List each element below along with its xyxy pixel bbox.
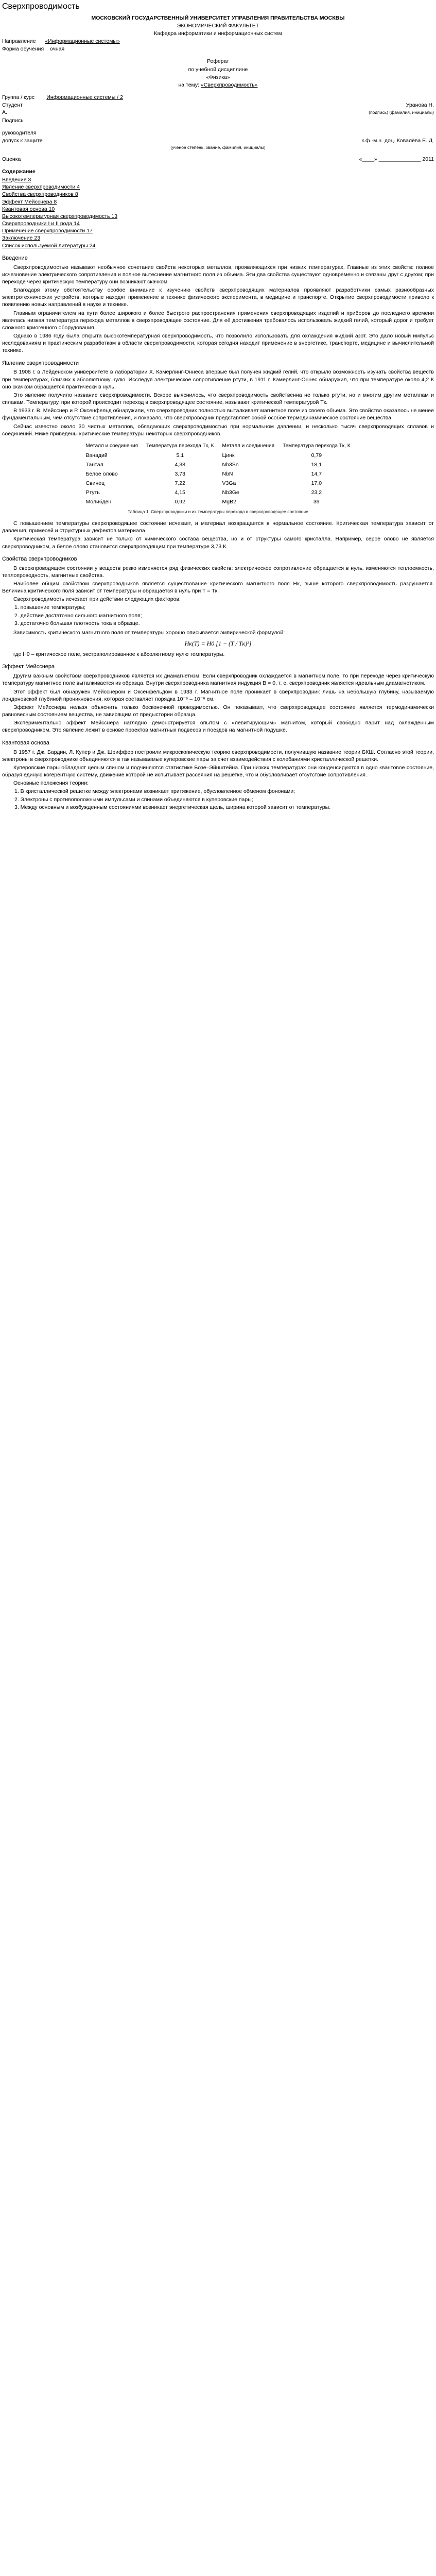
quote-close: » xyxy=(374,156,377,162)
toc-item[interactable]: Явление сверхпроводимости 4 xyxy=(2,184,80,191)
list-item: 1. повышение температуры; xyxy=(14,604,86,611)
toc-item[interactable]: Свойства сверхпроводников 8 xyxy=(2,191,78,198)
year: 2011 xyxy=(422,156,434,162)
list-item: 3. Между основным и возбужденным состояниями возникает энергетическая щель, ширина которой зависит от температуры. xyxy=(14,804,331,810)
supervisor-name: к.ф.-м.н. доц. Ковалёва Е. Д. xyxy=(361,138,434,144)
list-item: 3. достаточно большая плотность тока в образце. xyxy=(14,620,140,626)
paragraph: Эффект Мейсснера нельзя объяснить только бесконечной проводимостью. Он показывает, что сверхпроводящее состояние является термодинамически равновесным состоянием вещества, не зависящим от предыстории образца. xyxy=(2,704,434,718)
table-row xyxy=(81,469,354,479)
table-cell: 17,0 xyxy=(311,480,322,487)
table-cell: Nb3Ge xyxy=(222,489,239,496)
paragraph: В 1933 г. В. Мейсснер и Р. Оксенфельд обнаружили, что сверхпроводник полностью выталкивает магнитное поле из своего объема. Это свойство оказалось не менее фундаментальным, чем отсутствие сопротивления, и показало, что сверхпроводник представляет собой особое термодинамическое состояние вещества. xyxy=(2,408,434,421)
toc-item[interactable]: Применение сверхпроводимости 17 xyxy=(2,228,93,234)
direction-label: Направление xyxy=(2,38,36,45)
toc-item[interactable]: Высокотемпературная сверхпроводимость 13 xyxy=(2,213,118,219)
student-initial: А. xyxy=(2,109,7,116)
direction-value: «Информационные системы» xyxy=(45,38,120,45)
paragraph: Куперовские пары обладают целым спином и подчиняются статистике Бозе–Эйнштейна. При низких температурах они конденсируются в одно квантовое состояние, образуя единую когерентную систему, движение которой не испытывает рассеяния на решетке, что и обусловливает отсутствие сопротивления. xyxy=(2,764,434,778)
table-header-cell: Металл и соединения xyxy=(222,443,275,449)
table-cell: V3Ga xyxy=(222,480,236,487)
paragraph: Этот эффект был обнаружен Мейсснером и Оксенфельдом в 1933 г. Магнитное поле проникает в сверхпроводник лишь на небольшую глубину, называемую лондоновской глубиной проникновения, которая составляет порядка 10⁻⁵ – 10⁻⁶ см. xyxy=(2,688,434,702)
table-caption: Таблица 1. Сверхпроводники и их температуры перехода в сверхпроводящее состояние xyxy=(128,509,308,514)
toc-item[interactable]: Заключение 23 xyxy=(2,235,41,242)
supervisor-label: руководителя xyxy=(2,129,37,136)
table-header-cell: Температура перехода Tк, К xyxy=(146,443,214,449)
paragraph: Сейчас известно около 30 чистых металлов, обладающих сверхпроводимостью при нормальном давлении, и несколько тысяч сверхпроводящих сплавов и соединений. Ниже приведены критические температуры некоторых сверхпроводников. xyxy=(2,423,434,437)
paragraph: Зависимость критического магнитного поля от температуры хорошо описывается эмпирической формулой: xyxy=(13,629,285,636)
document-heading: Сверхпроводимость xyxy=(2,2,80,11)
section-title: Квантовая основа xyxy=(2,739,49,746)
group-label: Группа / курс xyxy=(2,94,34,101)
faculty-name: ЭКОНОМИЧЕСКИЙ ФАКУЛЬТЕТ xyxy=(177,22,259,29)
table-cell: 5,1 xyxy=(176,452,184,459)
paragraph: где H0 – критическое поле, экстраполированное к абсолютному нулю температуры. xyxy=(13,651,225,658)
section-title: Введение xyxy=(2,255,28,261)
critical-temperature-table xyxy=(81,442,354,507)
toc-item[interactable]: Сверхпроводники I и II рода 14 xyxy=(2,221,80,227)
table-cell: NbN xyxy=(222,470,233,477)
table-row xyxy=(81,479,354,488)
paragraph: С повышением температуры сверхпроводящее состояние исчезает, и материал возвращается в нормальное состояние. Критическая температура зависит от давления, примесей и структурных дефектов материала. xyxy=(2,520,434,534)
topic-prefix: на тему: xyxy=(178,81,200,88)
doc-sub: по учебной дисциплине xyxy=(188,66,248,73)
paragraph: Наиболее общим свойством сверхпроводников является существование критического магнитного поля Hк, выше которого сверхпроводимость разрушается. Величина критического поля зависит от температуры и обращается в нуль при T = Tк. xyxy=(2,580,434,595)
toc-item[interactable]: Введение 3 xyxy=(2,176,31,183)
student-row-2 xyxy=(2,109,434,116)
table-cell: MgB2 xyxy=(222,499,236,505)
paragraph: Сверхпроводимостью называют необычное сочетание свойств некоторых металлов, проявляющихся при низких температурах. Главные из этих свойств: полное исчезновение электрического сопротивления и полное вытеснение магнитного поля из объема. Эти два свойства существуют одновременно и связаны друг с другом; при переходе через критическую температуру они возникают скачком. xyxy=(2,264,434,285)
form-value: очная xyxy=(49,46,65,53)
topic-row xyxy=(2,81,434,89)
table-cell: Белое олово xyxy=(85,470,118,477)
table-header-row xyxy=(81,442,354,451)
student-name: Уранова Н. xyxy=(406,102,434,109)
doc-type: Реферат xyxy=(206,58,230,65)
table-row xyxy=(81,488,354,497)
table-row xyxy=(81,451,354,460)
list-intro: Основные положения теории: xyxy=(13,780,89,787)
section-title: Эффект Мейсснера xyxy=(2,664,55,670)
table-cell: Цинк xyxy=(222,452,235,459)
table-cell: Ртуть xyxy=(85,489,100,496)
table-cell: 39 xyxy=(313,499,320,505)
section-title: Явление сверхпроводимости xyxy=(2,360,79,366)
paragraph: Однако в 1986 году была открыта высокотемпературная сверхпроводимость, что позволило использовать для охлаждения жидкий азот. Это дало новый импульс исследованиям и практическим разработкам в области сверхпроводимости, которая сегодня находит применение в энергетике, транспорте, медицине и вычислительной технике. xyxy=(2,333,434,354)
list-intro: Сверхпроводимость исчезает при действии следующих факторов: xyxy=(13,596,181,603)
list-item: 2. действие достаточно сильного магнитного поля; xyxy=(14,612,142,619)
defense-label: допуск к защите xyxy=(2,138,43,144)
paragraph: Другим важным свойством сверхпроводников является их диамагнетизм. Если сверхпроводник охлаждается в магнитном поле, то при переходе через критическую температуру магнитное поле выталкивается из образца. Внутри сверхпроводника магнитная индукция B = 0, т. е. сверхпроводник является идеальным диамагнетиком. xyxy=(2,673,434,687)
supervisor-row xyxy=(2,137,434,144)
factor-list xyxy=(2,604,434,627)
table-header-cell: Металл и соединения xyxy=(85,443,138,449)
department-name: Кафедра информатики и информационных систем xyxy=(154,30,282,37)
list-item: 2. Электроны с противоположными импульсами и спинами объединяются в куперовские пары; xyxy=(14,796,253,803)
table-cell: 4,15 xyxy=(175,489,185,496)
table-cell: 18,1 xyxy=(311,461,322,468)
paragraph: В 1908 г. в Лейденском университете в лаборатории Х. Камерлинг-Оннеса впервые был получен жидкий гелий, что открыло возможность изучать свойства веществ при температурах, близких к абсолютному нулю. Исследуя электрическое сопротивление ртути, в 1911 г. Камерлинг-Оннес обнаружил, что при температуре около 4,2 К оно скачком обращается практически в нуль. xyxy=(2,369,434,390)
sign-label: Подпись xyxy=(2,117,24,124)
paragraph: Экспериментально эффект Мейсснера наглядно демонстрируется опытом с «левитирующим» магнитом, который свободно парит над охлажденным сверхпроводником. Это явление лежит в основе проектов магнитных подвесов и поездов на магнитной подушке. xyxy=(2,720,434,734)
discipline: «Физика» xyxy=(206,74,230,80)
toc-item[interactable]: Эффект Мейсснера 8 xyxy=(2,198,57,205)
paragraph: Это явление получило название сверхпроводимости. Вскоре выяснилось, что сверхпроводимость свойственна не только ртути, но и многим другим металлам и сплавам. Температуру, при которой происходит переход в сверхпроводящее состояние, называют критической температурой Tк. xyxy=(2,392,434,406)
toc-item[interactable]: Список используемой литературы 24 xyxy=(2,242,96,249)
table-of-contents xyxy=(2,168,434,249)
group-value: Информационные системы / 2 xyxy=(46,94,123,101)
table-cell: Ванадий xyxy=(85,452,108,459)
table-cell: 0,92 xyxy=(175,499,185,505)
form-label: Форма обучения xyxy=(2,46,44,53)
table-header-cell: Температура перехода Tк, К xyxy=(283,443,351,449)
toc-title: Содержание xyxy=(2,168,36,175)
table-row xyxy=(81,497,354,506)
quote-open: « xyxy=(359,156,362,162)
toc-item[interactable]: Квантовая основа 10 xyxy=(2,206,55,212)
grade-label: Оценка xyxy=(2,156,21,162)
table-cell: 14,7 xyxy=(311,470,322,477)
table-cell: 0,79 xyxy=(311,452,322,459)
table-cell: Свинец xyxy=(85,480,105,487)
topic-value: «Сверхпроводимость» xyxy=(200,81,258,88)
list-item: 1. В кристаллической решетке между электронами возникает притяжение, обусловленное обменом фононами; xyxy=(14,788,295,795)
table-cell: Nb3Sn xyxy=(222,461,239,468)
section-title: Свойства сверхпроводников xyxy=(2,555,77,562)
table-row xyxy=(81,460,354,469)
paragraph: В 1957 г. Дж. Бардин, Л. Купер и Дж. Шриффер построили микроскопическую теорию сверхпроводимости, получившую название теории БКШ. Согласно этой теории, электроны в сверхпроводнике объединяются в так называемые куперовские пары за счет взаимодействия с колебаниями кристаллической решетки. xyxy=(2,749,434,762)
table-cell: 4,38 xyxy=(175,461,185,468)
paragraph: Благодаря этому обстоятельству особое внимание к изучению свойств сверхпроводящих материалов проявляют разработчики самых разнообразных электротехнических устройств, которые находят применение в технике физического эксперимента, в медицине и транспорте. Открытие сверхпроводимости привело к появлению новых направлений в науке и технике. xyxy=(2,287,434,308)
paragraph: Критическая температура зависит не только от химического состава вещества, но и от структуры самого кристалла. Например, серое олово не является сверхпроводником, а белое олово становится сверхпроводящим при температуре 3,73 К. xyxy=(2,536,434,550)
document-page xyxy=(0,1,436,811)
student-row xyxy=(2,101,434,109)
table-cell: 7,22 xyxy=(175,480,185,487)
grade-row xyxy=(2,156,434,163)
paragraph: В сверхпроводящем состоянии у веществ резко изменяется ряд физических свойств: электрическое сопротивление обращается в нуль, изменяются теплоемкость, теплопроводность, магнитные свойства. xyxy=(2,565,434,579)
table-cell: Молибден xyxy=(85,499,112,505)
paragraph: Главным ограничителем на пути более широкого и более быстрого распространения применения сверхпроводящих изделий и приборов до последнего времени являлась низкая температура перехода металлов в сверхпроводящее состояние. Для её достижения требовалось использовать жидкий гелий, который дорог и требует сложного криогенного оборудования. xyxy=(2,310,434,331)
table-cell: Тантал xyxy=(85,461,103,468)
critical-field-formula: Hк(T) = H0 [1 − (T / Tк)²] xyxy=(184,640,252,648)
student-label: Студент xyxy=(2,102,23,109)
group-row xyxy=(2,94,434,101)
table-cell: 3,73 xyxy=(175,470,185,477)
date-row: «____» ______________ 2011 xyxy=(359,156,434,162)
student-hint: (подпись) (фамилия, инициалы) xyxy=(369,110,434,115)
form-row xyxy=(2,45,434,53)
title-page xyxy=(2,14,434,163)
theory-list xyxy=(2,788,434,811)
table-cell: 23,2 xyxy=(311,489,322,496)
direction-row xyxy=(2,38,434,45)
university-name: МОСКОВСКИЙ ГОСУДАРСТВЕННЫЙ УНИВЕРСИТЕТ УПРАВЛЕНИЯ ПРАВИТЕЛЬСТВА МОСКВЫ xyxy=(91,14,345,21)
supervisor-hint: (ученое степень, звание, фамилия, инициалы) xyxy=(170,145,266,150)
